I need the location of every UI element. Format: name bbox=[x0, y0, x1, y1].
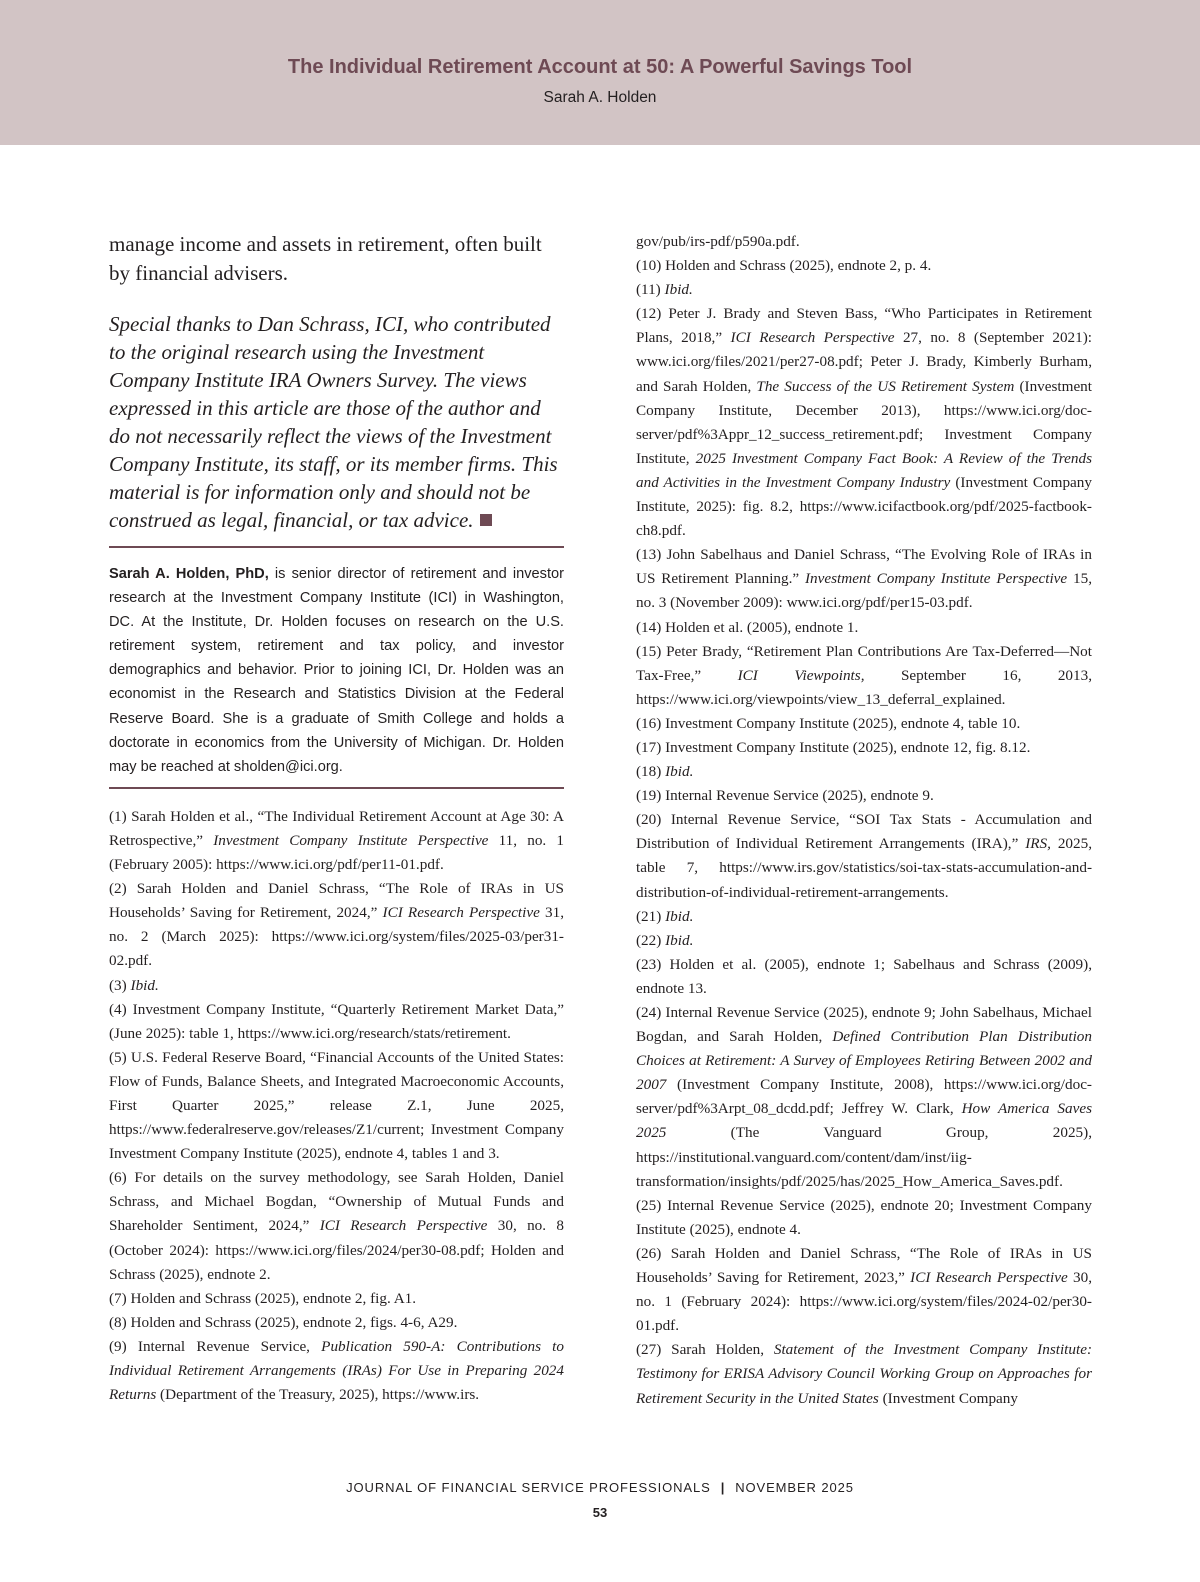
endnote-text: (6) For details on the survey methodology, see Sarah Holden, Daniel Schrass, and Michael Bogdan, “Ownership of Mutual Funds and Shareholder Sentiment, 2024,” bbox=[109, 1169, 564, 1235]
right-column bbox=[636, 230, 1092, 1411]
endnote-text: (27) Sarah Holden, bbox=[636, 1341, 774, 1359]
endnote bbox=[109, 1311, 564, 1335]
endnote-text: (4) Investment Company Institute, “Quarterly Retirement Market Data,” (June 2025): table 1, https://www.ici.org/research/stats/retirement. bbox=[109, 1000, 564, 1042]
endnote-italic-text: ICI Research Perspective bbox=[319, 1217, 488, 1235]
endnote-text: (Department of the Treasury, 2025), https://www.irs. bbox=[156, 1386, 480, 1404]
endnote bbox=[109, 877, 564, 973]
endnote-text: (The Vanguard Group, 2025), https://institutional.vanguard.com/content/dam/inst/iig-transformation/insights/pdf/2025/has/2025_How_America_Saves.pdf. bbox=[636, 1124, 1092, 1190]
endnote-text: (7) Holden and Schrass (2025), endnote 2, fig. A1. bbox=[109, 1289, 417, 1307]
endnote-text: (19) Internal Revenue Service (2025), endnote 9. bbox=[636, 787, 934, 805]
endnote-italic-text: Publication 590-A: Contributions to Individual Retirement Arrangements (IRAs) For Use in Preparing 2024 Returns bbox=[109, 1337, 564, 1404]
endnote bbox=[636, 230, 1092, 254]
endnote-text: (Investment Company Institute, December 2013), https://www.ici.org/doc-server/pdf%3Appr_12_success_retirement.pdf; Investment Company Institute, bbox=[636, 377, 1092, 467]
endnote-italic-text: Statement of the Investment Company Institute: Testimony for ERISA Advisory Council Working Group on Approaches for Retirement Security in the United States bbox=[636, 1341, 1093, 1407]
endnote bbox=[636, 1001, 1092, 1194]
endnote-text: (5) U.S. Federal Reserve Board, “Financial Accounts of the United States: Flow of Funds, Balance Sheets, and Integrated Macroeconomic Accounts, First Quarter 2025,” release Z.1, June 2025, https://www.federalreserve.gov/releases/Z1/current; Investment Company Investment Company Institute (2025), endnote 4, tables 1 and 3. bbox=[109, 1048, 564, 1163]
endnote-text: September 16, 2013, https://www.ici.org/viewpoints/view_13_deferral_explained. bbox=[636, 666, 1093, 708]
endnote-text: 30, no. 8 (October 2024): https://www.ici.org/files/2024/per30-08.pdf; Holden and Schrass (2025), endnote 2. bbox=[109, 1217, 565, 1283]
endnote-text: 27, no. 8 (September 2021): www.ici.org/files/2021/per27-08.pdf; Peter J. Brady, Kimberly Burham, and Sarah Holden, bbox=[636, 329, 1093, 395]
footer-journal bbox=[0, 1480, 1200, 1495]
acknowledgment-text: Special thanks to Dan Schrass, ICI, who contributed to the original research using the Investment Company Institute IRA Owners Survey. The views expressed in this article are those of the author and do not necessarily reflect the views of the Investment Company Institute, its staff, or its member firms. This material is for information only and should not be construed as legal, financial, or tax advice. bbox=[109, 312, 558, 532]
endnotes-right bbox=[636, 230, 1092, 1411]
endnote bbox=[636, 640, 1092, 712]
endnote-italic-text: Ibid. bbox=[130, 976, 159, 994]
endnote-italic-text: IRS, bbox=[1025, 835, 1051, 853]
journal-name: JOURNAL OF FINANCIAL SERVICE PROFESSIONALS bbox=[346, 1480, 711, 1495]
author-bio-name: Sarah A. Holden, PhD, bbox=[109, 566, 269, 582]
endnote bbox=[636, 905, 1092, 929]
endnote-text: (17) Investment Company Institute (2025), endnote 12, fig. 8.12. bbox=[636, 738, 1031, 756]
endnote-text: (13) John Sabelhaus and Daniel Schrass, “The Evolving Role of IRAs in US Retirement Planning.” bbox=[636, 546, 1092, 588]
endnote-text: (8) Holden and Schrass (2025), endnote 2, figs. 4-6, A29. bbox=[109, 1313, 458, 1331]
endnote-text: (20) Internal Revenue Service, “SOI Tax Stats - Accumulation and Distribution of Individual Retirement Arrangements (IRA),” bbox=[636, 811, 1092, 853]
endnote-text: 30, no. 1 (February 2024): https://www.ici.org/system/files/2024-02/per30-01.pdf. bbox=[636, 1269, 1092, 1335]
endnote-text: 11, no. 1 (February 2005): https://www.ici.org/pdf/per11-01.pdf. bbox=[109, 831, 564, 874]
endnote-italic-text: Ibid. bbox=[665, 763, 694, 781]
endnote-italic-text: How America Saves 2025 bbox=[636, 1100, 1092, 1142]
endnote bbox=[109, 1046, 564, 1166]
acknowledgment-paragraph bbox=[109, 310, 564, 534]
endnote-text: (9) Internal Revenue Service, bbox=[109, 1337, 322, 1355]
endnote-text: (16) Investment Company Institute (2025), endnote 4, table 10. bbox=[636, 714, 1021, 732]
endnote bbox=[636, 1338, 1092, 1410]
endnote-text: 31, no. 2 (March 2025): https://www.ici.org/system/files/2025-03/per31-02.pdf. bbox=[109, 904, 564, 970]
endnote-text: (12) Peter J. Brady and Steven Bass, “Who Participates in Retirement Plans, 2018,” bbox=[636, 305, 1092, 347]
endnote-text: (18) bbox=[636, 763, 666, 781]
endnote-text: 2025, table 7, https://www.irs.gov/statistics/soi-tax-stats-accumulation-and-distribution-of-individual-retirement-arrangements. bbox=[636, 835, 1092, 901]
endnote-italic-text: ICI Research Perspective bbox=[910, 1269, 1068, 1287]
endnote-text: (25) Internal Revenue Service (2025), endnote 20; Investment Company Institute (2025), endnote 4. bbox=[636, 1196, 1092, 1238]
article-author: Sarah A. Holden bbox=[543, 89, 657, 106]
endnote bbox=[109, 974, 564, 998]
endnote-text: (2) Sarah Holden and Daniel Schrass, “The Role of IRAs in US Households’ Saving for Retirement, 2024,” bbox=[109, 880, 564, 922]
endnote-italic-text: Investment Company Institute Perspective bbox=[805, 570, 1068, 588]
endnote-text: (1) Sarah Holden et al., “The Individual Retirement Account at Age 30: A Retrospective,” bbox=[109, 807, 564, 849]
endnote bbox=[636, 302, 1092, 543]
endnote-italic-text: The Success of the US Retirement System bbox=[756, 377, 1015, 395]
header-band bbox=[0, 0, 1200, 145]
endnote bbox=[636, 736, 1092, 760]
endnote-text: (15) Peter Brady, “Retirement Plan Contributions Are Tax-Deferred—Not Tax-Free,” bbox=[636, 642, 1092, 684]
endnote-text: (10) Holden and Schrass (2025), endnote 2, p. 4. bbox=[636, 257, 932, 275]
endnote bbox=[636, 760, 1092, 784]
endnote bbox=[636, 543, 1092, 615]
endnote bbox=[636, 1242, 1092, 1338]
endnote-text: (23) Holden et al. (2005), endnote 1; Sabelhaus and Schrass (2009), endnote 13. bbox=[636, 955, 1092, 997]
endnote-italic-text: 2025 Investment Company Fact Book: A Review of the Trends and Activities in the Investment Company Industry bbox=[636, 449, 1092, 491]
endnote-italic-text: ICI Research Perspective bbox=[730, 329, 895, 347]
endnote-italic-text: Ibid. bbox=[665, 907, 694, 925]
endnote-text: (11) bbox=[636, 281, 665, 299]
endnote-text: 15, no. 3 (November 2009): www.ici.org/pdf/per15-03.pdf. bbox=[636, 570, 1093, 612]
bio-bottom-rule bbox=[109, 787, 564, 789]
endnote-italic-text: Investment Company Institute Perspective bbox=[213, 831, 489, 849]
endnote bbox=[636, 808, 1092, 904]
endnote bbox=[109, 1287, 564, 1311]
endnote bbox=[636, 712, 1092, 736]
endnote-italic-text: ICI Viewpoints, bbox=[737, 666, 865, 684]
endnote bbox=[109, 1335, 564, 1407]
endnote bbox=[636, 254, 1092, 278]
endnote-text: (26) Sarah Holden and Daniel Schrass, “The Role of IRAs in US Households’ Saving for Retirement, 2023,” bbox=[636, 1244, 1092, 1287]
page-number: 53 bbox=[592, 1505, 608, 1520]
endnote bbox=[109, 998, 564, 1046]
endnote-text: (Investment Company bbox=[878, 1389, 1018, 1407]
endnote bbox=[109, 805, 564, 877]
endnote-text: (Investment Company Institute, 2008), https://www.ici.org/doc-server/pdf%3Arpt_08_dcdd.pdf; Jeffrey W. Clark, bbox=[636, 1076, 1092, 1118]
article-title: The Individual Retirement Account at 50: A Powerful Savings Tool bbox=[287, 56, 913, 78]
journal-issue: NOVEMBER 2025 bbox=[735, 1480, 854, 1495]
end-mark-icon bbox=[480, 514, 492, 526]
endnote-text: (22) bbox=[636, 931, 666, 949]
body-paragraph: manage income and assets in retirement, often built by financial advisers. bbox=[109, 232, 542, 285]
endnote bbox=[636, 953, 1092, 1001]
endnote-italic-text: Defined Contribution Plan Distribution Choices at Retirement: A Survey of Employees Retiring Between 2002 and 2007 bbox=[636, 1028, 1092, 1094]
endnote bbox=[636, 929, 1092, 953]
endnote-text: gov/pub/irs-pdf/p590a.pdf. bbox=[636, 233, 800, 250]
endnote bbox=[109, 1166, 564, 1286]
endnote bbox=[636, 616, 1092, 640]
endnote-text: (24) Internal Revenue Service (2025), endnote 9; John Sabelhaus, Michael Bogdan, and Sarah Holden, bbox=[636, 1004, 1092, 1046]
endnotes-left bbox=[109, 805, 564, 1407]
endnote-text: (Investment Company Institute, 2025): fig. 8.2, https://www.icifactbook.org/pdf/2025-factbook-ch8.pdf. bbox=[636, 473, 1092, 540]
endnote-italic-text: ICI Research Perspective bbox=[382, 904, 540, 922]
endnote bbox=[636, 1194, 1092, 1242]
endnote-text: (21) bbox=[636, 907, 666, 925]
endnote bbox=[636, 784, 1092, 808]
endnote-italic-text: Ibid. bbox=[665, 931, 694, 949]
endnote bbox=[636, 278, 1092, 302]
footer-separator: | bbox=[720, 1480, 726, 1495]
left-column bbox=[109, 230, 564, 1407]
author-bio-text: is senior director of retirement and investor research at the Investment Company Institute (ICI) in Washington, DC. At the Institute, Dr. Holden focuses on research on the U.S. retirement system, retirement and tax policy, and investor demographics and behavior. Prior to joining ICI, Dr. Holden was an economist in the Research and Statistics Division at the Federal Reserve Board. She is a graduate of Smith College and holds a doctorate in economics from the University of Michigan. Dr. Holden may be reached at sholden@ici.org. bbox=[109, 566, 564, 775]
bio-top-rule bbox=[109, 546, 564, 548]
author-bio bbox=[109, 562, 564, 779]
endnote-text: (14) Holden et al. (2005), endnote 1. bbox=[636, 618, 859, 636]
endnote-italic-text: Ibid. bbox=[664, 281, 693, 299]
endnote-text: (3) bbox=[109, 976, 131, 994]
